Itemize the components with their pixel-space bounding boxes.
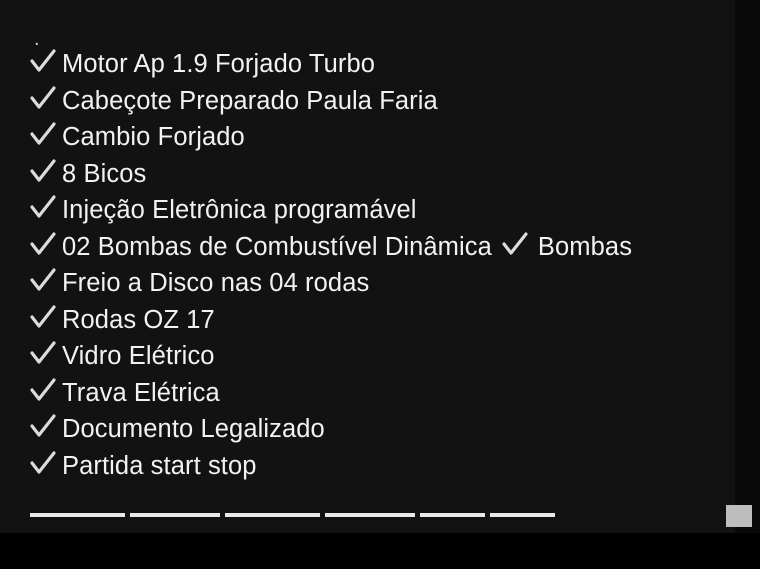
lead-marker: . [34,28,40,50]
list-item-label: Rodas OZ 17 [62,305,215,334]
check-mark-icon [30,304,62,330]
list-item-label: Partida start stop [62,451,257,480]
check-mark-icon-secondary [492,231,538,257]
list-item-label: Vidro Elétrico [62,342,215,370]
check-mark-icon [30,121,62,147]
check-mark-icon [30,48,62,74]
check-mark-icon [30,85,62,111]
list-item-label: Cambio Forjado [62,123,245,151]
list-item [30,83,730,120]
bottom-letterbox [0,533,760,569]
list-item [30,411,730,448]
list-item [30,229,730,266]
list-item [30,46,730,83]
list-item-label-secondary: Bombas [537,232,633,261]
list-item [30,448,730,485]
list-item [30,375,730,412]
check-mark-icon [30,377,62,403]
list-item-label: Injeção Eletrônica programável [62,196,417,224]
list-item-label: Freio a Disco nas 04 rodas [62,269,370,297]
list-item [30,119,730,156]
list-item-label: Cabeçote Preparado Paula Faria [62,86,438,115]
check-mark-icon [30,450,62,476]
list-item-label: 8 Bicos [62,159,147,188]
list-item-label: 02 Bombas de Combustível Dinâmica [62,232,492,261]
check-mark-icon [30,267,62,293]
list-item-label: Motor Ap 1.9 Forjado Turbo [62,50,376,78]
horizontal-rule [30,513,555,517]
list-item-label: Documento Legalizado [62,415,325,443]
list-item [30,192,730,229]
corner-marker [726,505,752,527]
feature-list [30,28,730,484]
list-item [30,338,730,375]
check-mark-icon [30,158,62,184]
check-mark-icon [30,231,62,257]
check-mark-icon [30,194,62,220]
list-item-label: Trava Elétrica [62,378,220,407]
list-item [30,302,730,339]
check-mark-icon [30,340,62,366]
list-item [30,265,730,302]
check-mark-icon [30,413,62,439]
list-item [30,156,730,193]
